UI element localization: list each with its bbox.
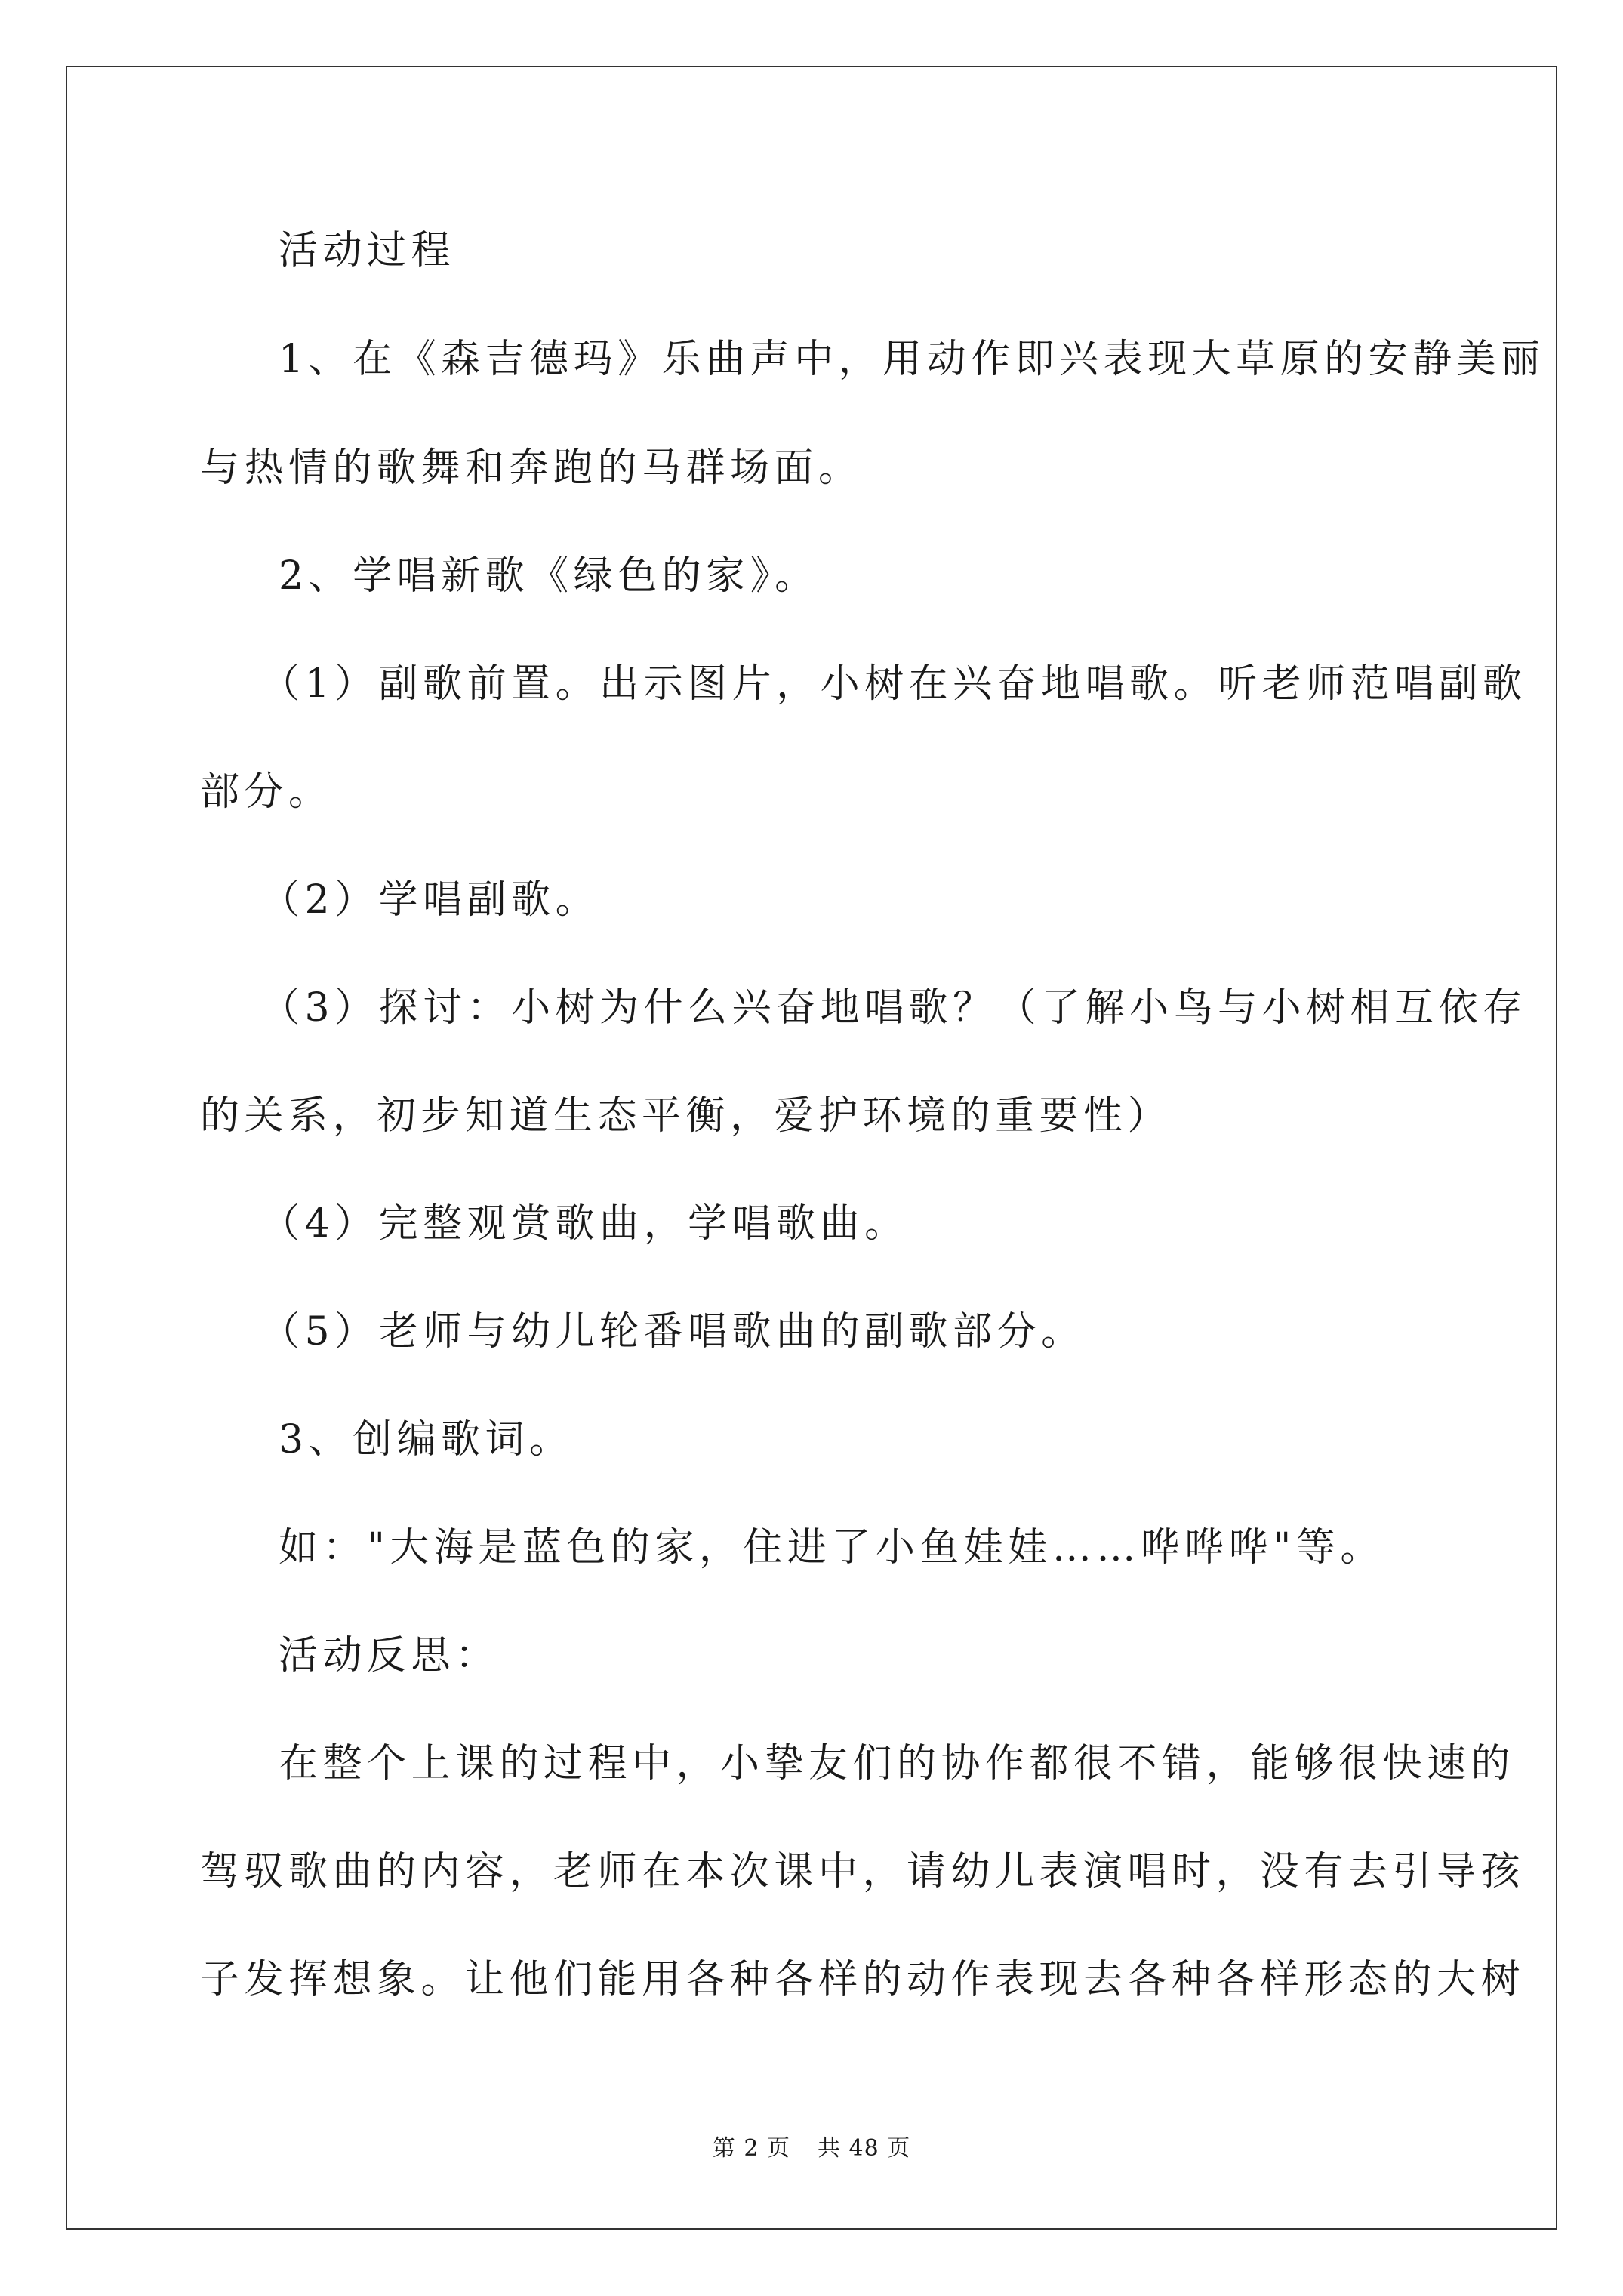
paragraph-line: （5）老师与幼儿轮番唱歌曲的副歌部分。 — [260, 1309, 1086, 1354]
paragraph-line: 子发挥想象。让他们能用各种各样的动作表现去各种各样形态的大树 — [200, 1957, 1526, 2002]
paragraph-line: 部分。 — [200, 769, 333, 815]
page-border — [66, 66, 1557, 2230]
paragraph-line: 驾驭歌曲的内容，老师在本次课中，请幼儿表演唱时，没有去引导孩 — [200, 1849, 1526, 1894]
paragraph-line: （3）探讨：小树为什么兴奋地唱歌？（了解小鸟与小树相互依存 — [260, 985, 1527, 1031]
section-heading-reflection: 活动反思： — [279, 1633, 500, 1678]
page-total: 共 48 页 — [817, 2135, 911, 2162]
section-heading-process: 活动过程 — [279, 228, 456, 273]
paragraph-line: （1）副歌前置。出示图片，小树在兴奋地唱歌。听老师范唱副歌 — [260, 661, 1527, 707]
paragraph-line: （4）完整观赏歌曲，学唱歌曲。 — [260, 1201, 909, 1247]
paragraph-line: 在整个上课的过程中，小挚友们的协作都很不错，能够很快速的 — [279, 1741, 1516, 1786]
paragraph-line: 如："大海是蓝色的家，住进了小鱼娃娃……哗哗哗"等。 — [279, 1525, 1384, 1570]
paragraph-line: 2、学唱新歌《绿色的家》。 — [279, 553, 819, 599]
paragraph-line: 3、创编歌词。 — [279, 1417, 574, 1462]
page-footer — [0, 2135, 1623, 2162]
page-number: 第 2 页 — [712, 2135, 790, 2162]
paragraph-line: 与热情的歌舞和奔跑的马群场面。 — [200, 445, 863, 491]
paragraph-line: 的关系，初步知道生态平衡，爱护环境的重要性） — [200, 1093, 1172, 1139]
paragraph-line: 1、在《森吉德玛》乐曲声中，用动作即兴表现大草原的安静美丽 — [279, 337, 1545, 382]
paragraph-line: （2）学唱副歌。 — [260, 877, 600, 923]
